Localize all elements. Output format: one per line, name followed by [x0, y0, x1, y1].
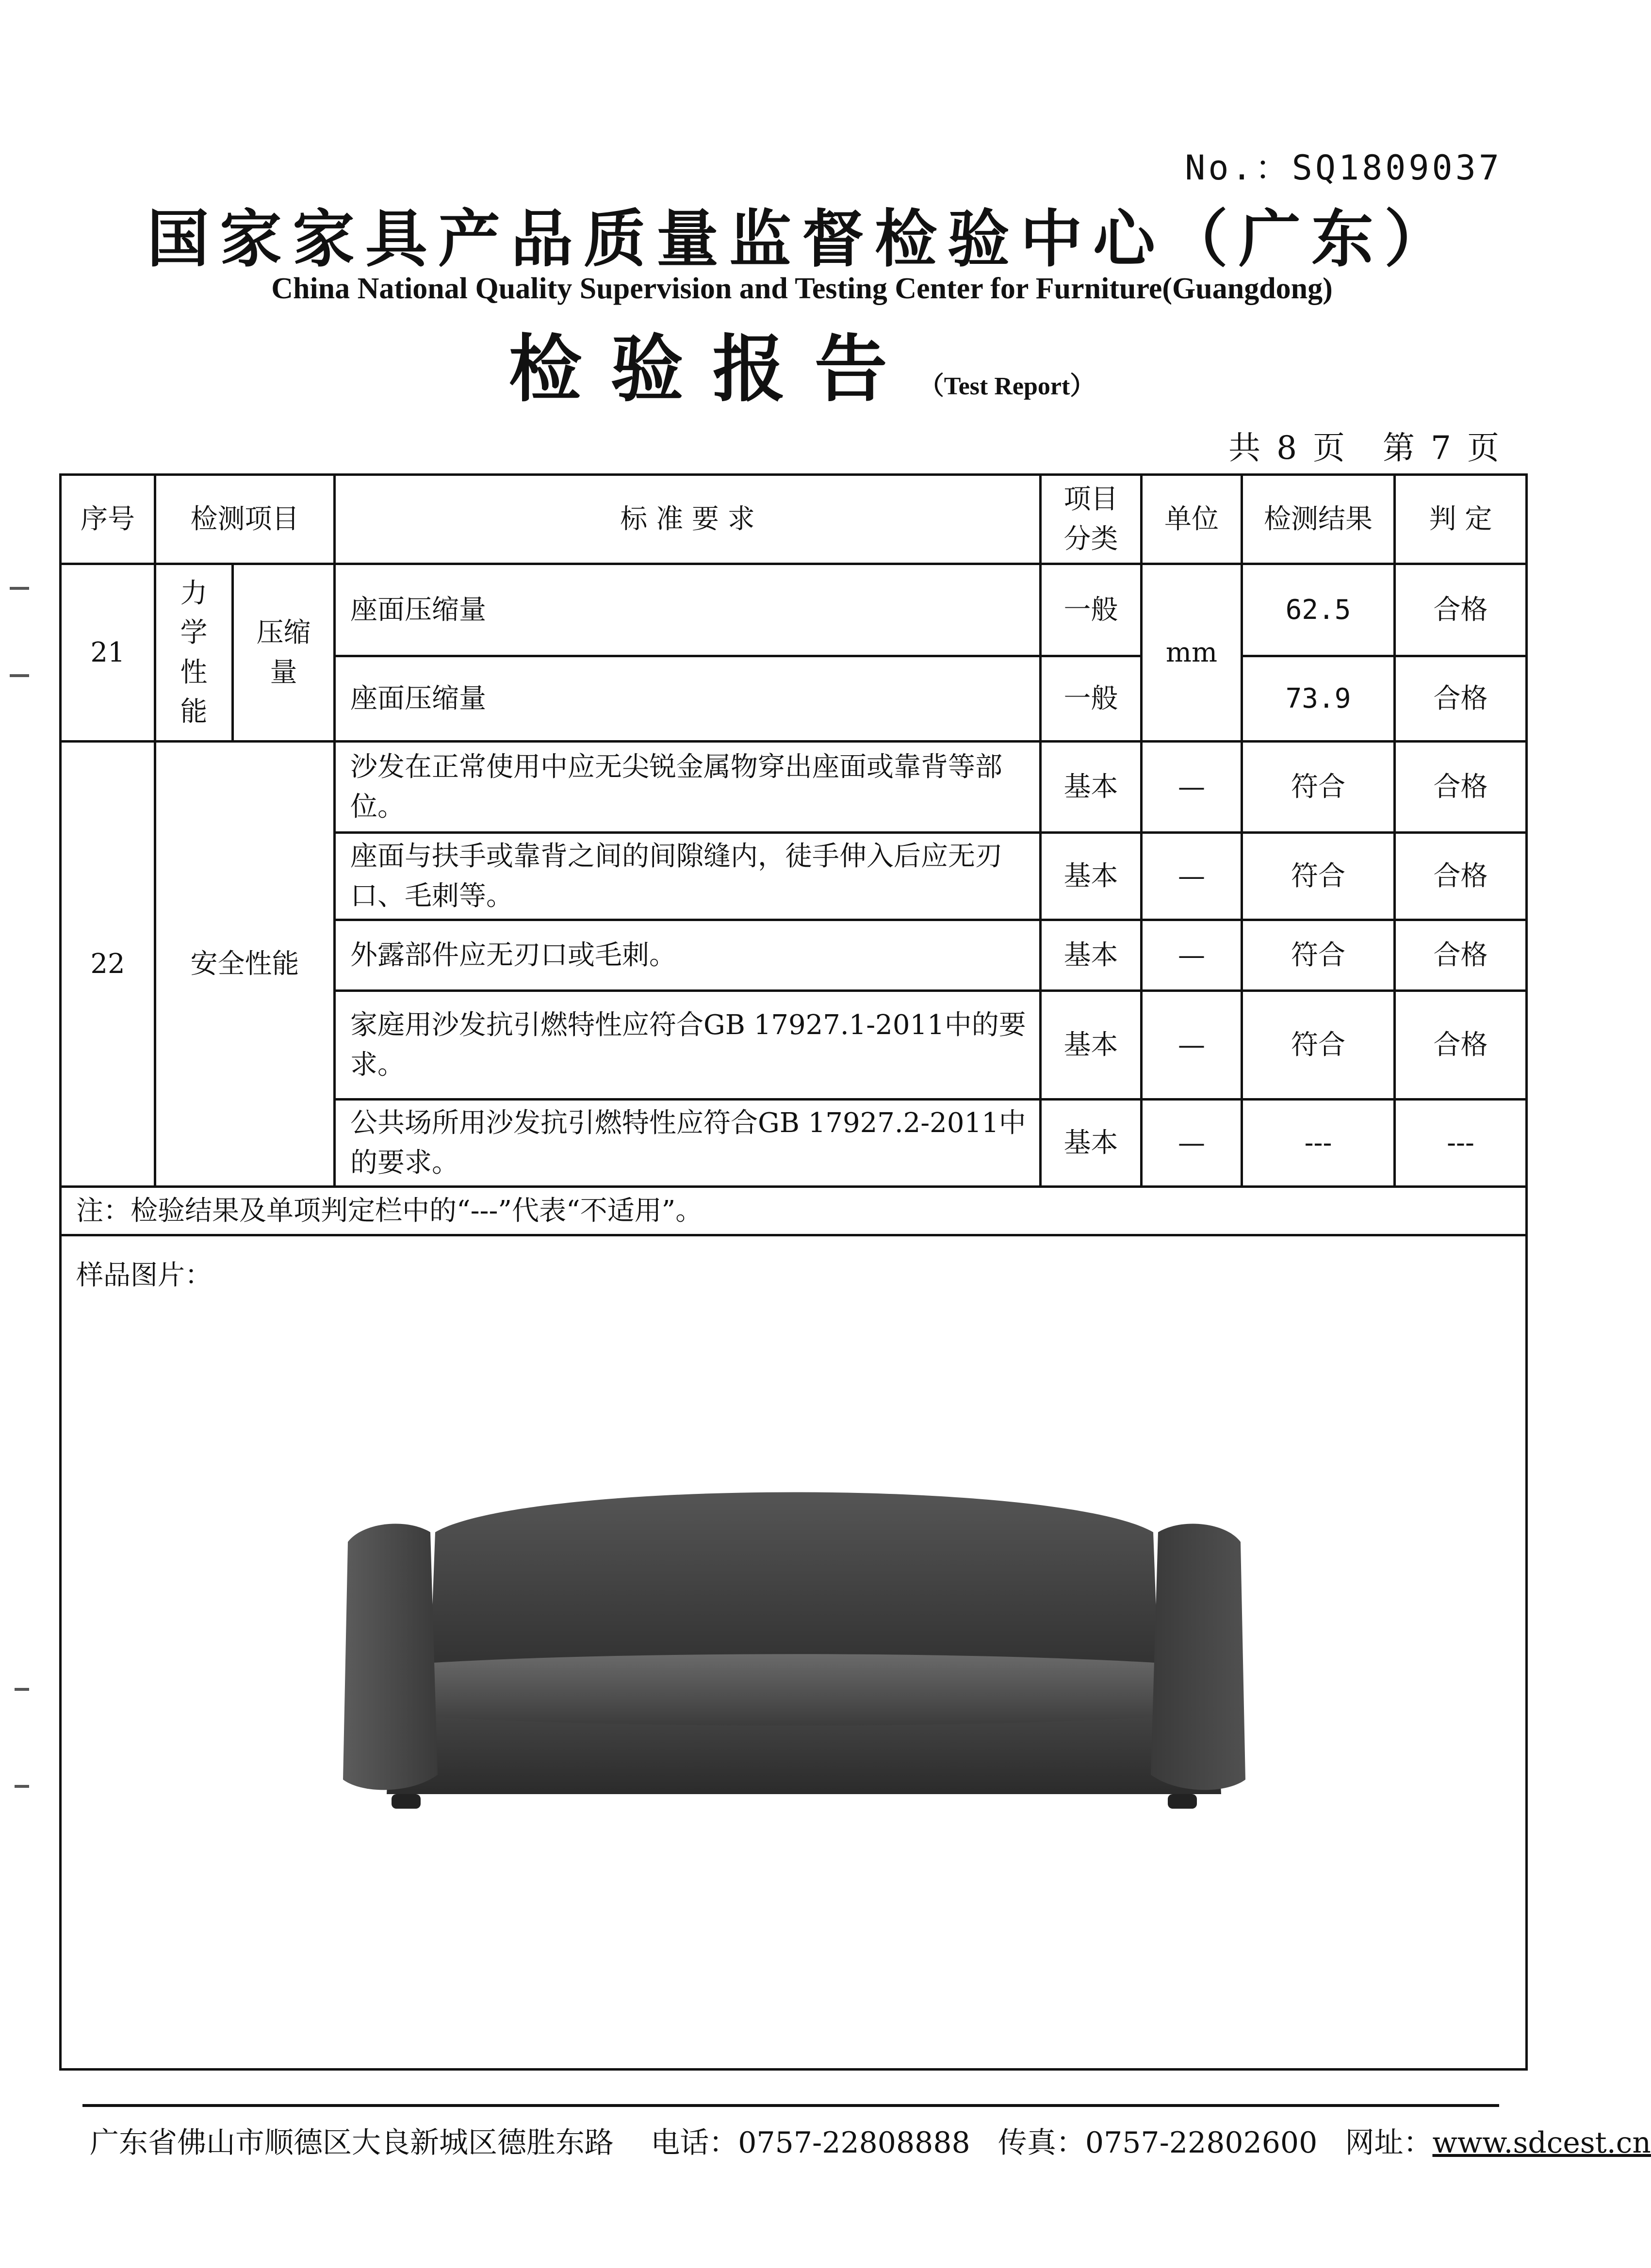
result-value: 73.9	[1242, 656, 1395, 742]
sofa-foot	[392, 1794, 421, 1809]
requirement-text: 座面与扶手或靠背之间的间隙缝内，徒手伸入后应无刃口、毛刺等。	[335, 833, 1041, 920]
seq-21: 21	[61, 564, 155, 742]
unit-dash: —	[1142, 1100, 1242, 1187]
requirement-text: 座面压缩量	[335, 564, 1041, 656]
footer-divider	[82, 2104, 1499, 2107]
unit-dash: —	[1142, 833, 1242, 920]
footer-contact	[90, 2120, 1651, 2161]
note-text: 注：检验结果及单项判定栏中的“---”代表“不适用”。	[61, 1187, 1527, 1235]
item-safety: 安全性能	[155, 742, 335, 1187]
verdict-value: 合格	[1395, 920, 1527, 991]
requirement-text: 家庭用沙发抗引燃特性应符合GB 17927.1-2011中的要求。	[335, 991, 1041, 1100]
result-value: 符合	[1242, 833, 1395, 920]
verdict-value: 合格	[1395, 564, 1527, 656]
result-value: 符合	[1242, 742, 1395, 833]
scan-mark	[15, 1688, 29, 1691]
category-value: 基本	[1041, 920, 1142, 991]
sofa-photo	[333, 1459, 1255, 1828]
header-seq: 序号	[61, 475, 155, 564]
report-title-en: （Test Report）	[918, 373, 1095, 400]
footer-address: 广东省佛山市顺德区大良新城区德胜东路	[90, 2126, 614, 2160]
header-unit: 单位	[1142, 475, 1242, 564]
category-value: 基本	[1041, 742, 1142, 833]
verdict-value: 合格	[1395, 656, 1527, 742]
organization-name-en: China National Quality Supervision and Testing Center for Furniture(Guangdong)	[271, 272, 1333, 305]
unit-dash: —	[1142, 991, 1242, 1100]
sofa-foot	[1168, 1794, 1197, 1809]
scan-mark	[10, 587, 29, 590]
report-number: No.：SQ1809037	[1185, 148, 1502, 188]
category-mechanical-text: 力学性能	[180, 578, 208, 728]
sub-item-compression	[233, 564, 335, 742]
sofa-back	[430, 1492, 1158, 1664]
scan-mark	[10, 674, 29, 677]
verdict-value: 合格	[1395, 991, 1527, 1100]
sofa-right-arm	[1151, 1524, 1245, 1790]
organization-name-cn: 国家家具产品质量监督检验中心（广东）	[147, 203, 1457, 275]
unit-mm: mm	[1142, 564, 1242, 742]
category-value: 一般	[1041, 656, 1142, 742]
scan-mark	[15, 1785, 29, 1788]
report-title	[0, 310, 1604, 415]
sample-image-cell	[61, 1235, 1527, 2070]
result-value: 62.5	[1242, 564, 1395, 656]
header-verdict: 判 定	[1395, 475, 1527, 564]
verdict-value: 合格	[1395, 742, 1527, 833]
seq-22: 22	[61, 742, 155, 1187]
sample-label: 样品图片：	[76, 1260, 212, 1291]
result-value: 符合	[1242, 920, 1395, 991]
note-row	[61, 1187, 1527, 1235]
footer-web-url[interactable]: www.sdcest.cn	[1432, 2126, 1651, 2160]
requirement-text: 座面压缩量	[335, 656, 1041, 742]
report-title-cn: 检验报告	[508, 326, 916, 412]
category-value: 一般	[1041, 564, 1142, 656]
table-row	[61, 742, 1527, 833]
page-info: 共 8 页 第 7 页	[1228, 429, 1502, 467]
table-row	[61, 564, 1527, 656]
header-requirement: 标 准 要 求	[335, 475, 1041, 564]
category-value: 基本	[1041, 1100, 1142, 1187]
table-header-row	[61, 475, 1527, 564]
verdict-value: 合格	[1395, 833, 1527, 920]
header-result: 检测结果	[1242, 475, 1395, 564]
header-item: 检测项目	[155, 475, 335, 564]
requirement-text: 沙发在正常使用中应无尖锐金属物穿出座面或靠背等部位。	[335, 742, 1041, 833]
sub-item-compression-text: 压缩量	[256, 617, 311, 688]
category-mechanical	[155, 564, 233, 742]
test-results-table	[59, 473, 1528, 2071]
sample-image-row	[61, 1235, 1527, 2070]
footer-web-label: 网址：	[1345, 2126, 1433, 2160]
sofa-seat	[421, 1654, 1168, 1726]
footer-phone: 电话：0757-22808888	[651, 2126, 970, 2160]
requirement-text: 公共场所用沙发抗引燃特性应符合GB 17927.2-2011中的要求。	[335, 1100, 1041, 1187]
sofa-left-arm	[343, 1524, 438, 1790]
result-value: ---	[1242, 1100, 1395, 1187]
header-category-text: 项目分类	[1063, 484, 1118, 555]
unit-dash: —	[1142, 742, 1242, 833]
category-value: 基本	[1041, 991, 1142, 1100]
category-value: 基本	[1041, 833, 1142, 920]
result-value: 符合	[1242, 991, 1395, 1100]
requirement-text: 外露部件应无刃口或毛刺。	[335, 920, 1041, 991]
unit-dash: —	[1142, 920, 1242, 991]
verdict-value: ---	[1395, 1100, 1527, 1187]
header-category	[1041, 475, 1142, 564]
footer-fax: 传真：0757-22802600	[997, 2126, 1318, 2160]
